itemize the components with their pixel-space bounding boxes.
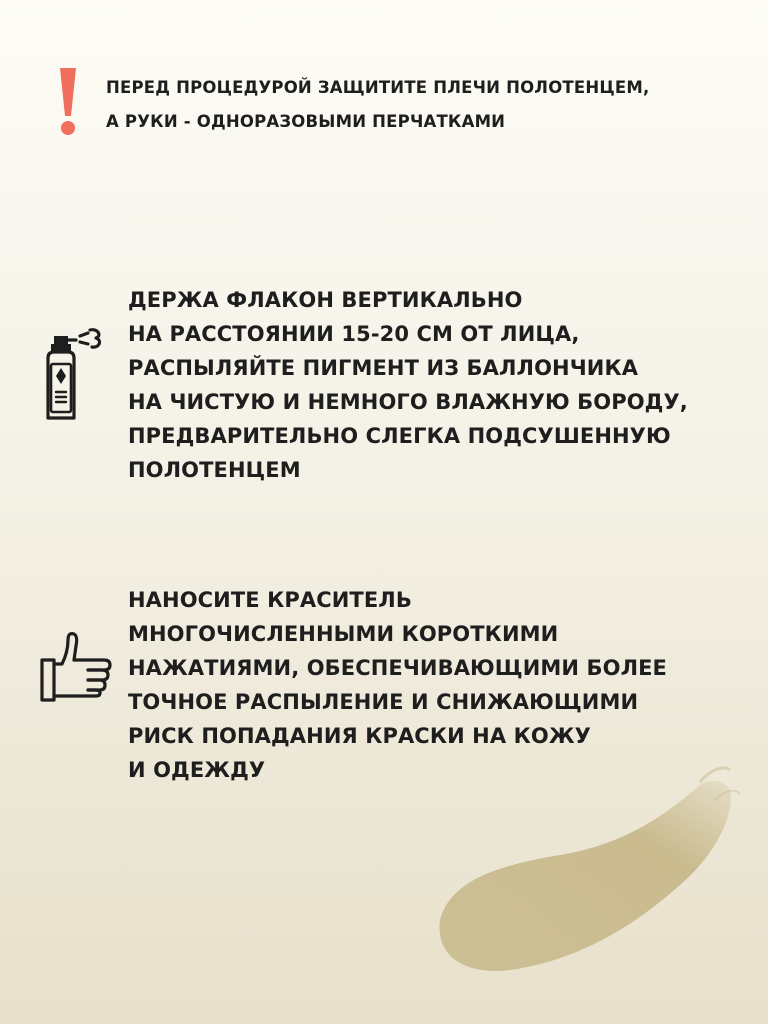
thumbs-up-icon (38, 630, 114, 708)
spray-line: НА ЧИСТУЮ И НЕМНОГО ВЛАЖНУЮ БОРОДУ, (128, 390, 688, 414)
spray-line: ПРЕДВАРИТЕЛЬНО СЛЕГКА ПОДСУШЕННУЮ (128, 424, 671, 448)
spray-line: РАСПЫЛЯЙТЕ ПИГМЕНТ ИЗ БАЛЛОНЧИКА (128, 356, 639, 380)
spray-line: ДЕРЖА ФЛАКОН ВЕРТИКАЛЬНО (128, 288, 523, 312)
spray-line: НА РАССТОЯНИИ 15-20 СМ ОТ ЛИЦА, (128, 322, 580, 346)
warning-line: ПЕРЕД ПРОЦЕДУРОЙ ЗАЩИТИТЕ ПЛЕЧИ ПОЛОТЕНЦЕМ, (106, 78, 650, 97)
warning-line: А РУКИ - ОДНОРАЗОВЫМИ ПЕРЧАТКАМИ (106, 112, 506, 131)
apply-line: РИСК ПОПАДАНИЯ КРАСКИ НА КОЖУ (128, 724, 591, 748)
spray-line: ПОЛОТЕНЦЕМ (128, 458, 301, 482)
warning-text (106, 71, 649, 139)
apply-line: И ОДЕЖДУ (128, 758, 266, 782)
brush-stroke-decoration (430, 760, 750, 984)
apply-step-text (128, 583, 667, 787)
apply-line: ТОЧНОЕ РАСПЫЛЕНИЕ И СНИЖАЮЩИМИ (128, 690, 639, 714)
apply-line: НАЖАТИЯМИ, ОБЕСПЕЧИВАЮЩИМИ БОЛЕЕ (128, 656, 667, 680)
spray-can-icon (40, 328, 106, 430)
spray-step-text (128, 283, 688, 487)
apply-line: НАНОСИТЕ КРАСИТЕЛЬ (128, 588, 412, 612)
exclamation-icon (52, 66, 84, 142)
apply-line: МНОГОЧИСЛЕННЫМИ КОРОТКИМИ (128, 622, 559, 646)
